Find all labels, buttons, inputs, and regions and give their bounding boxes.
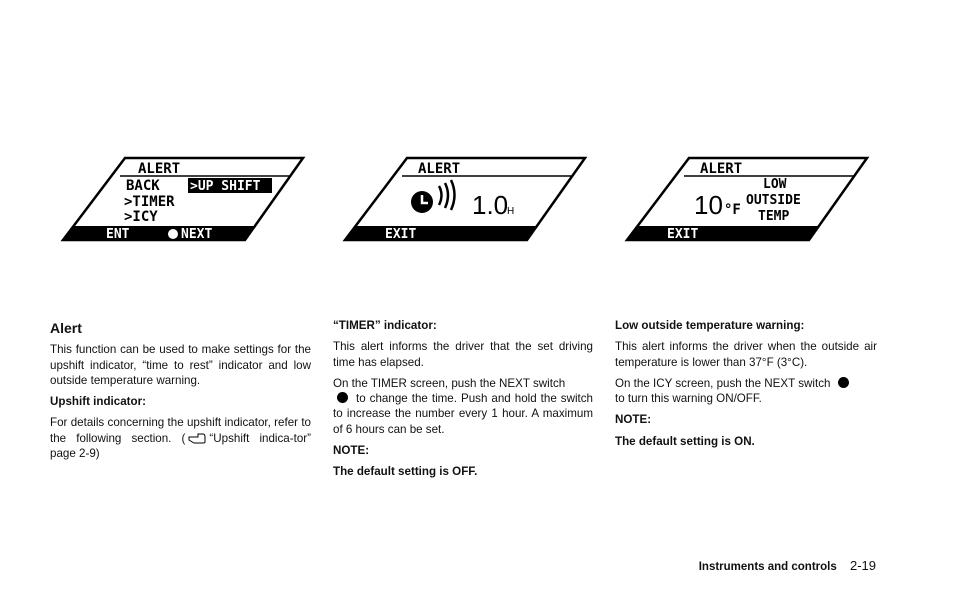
note-label: NOTE: — [615, 413, 652, 427]
footer-section-title: Instruments and controls — [698, 561, 837, 573]
subheading: Upshift indicator: — [50, 395, 146, 409]
next-switch-icon — [838, 377, 849, 388]
next-dot-icon — [168, 229, 178, 239]
menu-item-back: BACK — [126, 178, 160, 194]
lcd-timer — [342, 150, 622, 250]
lcd-title: ALERT — [700, 161, 743, 177]
column-timer — [333, 318, 593, 486]
lcd-footer-next: NEXT — [181, 227, 213, 242]
lcd-footer-exit: EXIT — [385, 227, 417, 242]
menu-item-upshift: >UP SHIFT — [190, 179, 261, 194]
pointing-hand-icon — [188, 432, 206, 444]
icy-line2: OUTSIDE — [746, 193, 801, 208]
next-switch-icon — [337, 392, 348, 403]
lcd-footer-exit: EXIT — [667, 227, 699, 242]
column-alert — [50, 321, 311, 467]
column-low-temp — [615, 318, 877, 455]
default-setting: The default setting is ON. — [615, 434, 755, 448]
paragraph-2: On the ICY screen, push the NEXT switch to turn this warning ON/OFF. — [615, 376, 877, 407]
section-heading: Alert — [50, 320, 82, 336]
lcd-alert-menu — [60, 150, 340, 250]
page-footer — [699, 558, 876, 573]
clock-icon — [411, 180, 455, 213]
menu-item-timer: >TIMER — [124, 194, 175, 210]
menu-item-icy: >ICY — [124, 209, 158, 225]
icy-temp: 10 — [694, 190, 723, 220]
intro-paragraph: This function can be used to make settings for the upshift indicator, “time to rest” indicator and low outside temperature warning. — [50, 343, 311, 387]
paragraph-2: On the TIMER screen, push the NEXT switch to change the time. Push and hold the switch to increase the number every 1 hour. A maximum of 6 hours can be set. — [333, 376, 593, 436]
page-number: 2-19 — [849, 558, 876, 573]
lcd-icy — [624, 150, 904, 250]
icy-unit: °F — [724, 202, 741, 218]
lcd-title: ALERT — [138, 161, 181, 177]
default-setting: The default setting is OFF. — [333, 465, 478, 479]
icy-line3: TEMP — [758, 209, 790, 224]
timer-unit: H — [507, 206, 515, 217]
subheading: “TIMER” indicator: — [333, 319, 437, 332]
lcd-footer-ent: ENT — [106, 227, 130, 242]
reference-paragraph: For details concerning the upshift indicator, refer to the following section. ( “Upshift indica-tor” page 2-9) — [50, 416, 311, 461]
subheading: Low outside temperature warning: — [615, 319, 805, 332]
lcd-title: ALERT — [418, 161, 461, 177]
paragraph-1: This alert informs the driver when the outside air temperature is lower than 37°F (3°C). — [615, 340, 877, 369]
icy-line1: LOW — [763, 177, 787, 192]
note-label: NOTE: — [333, 444, 370, 458]
paragraph-1: This alert informs the driver that the set driving time has elapsed. — [333, 340, 593, 369]
timer-value: 1.0 — [472, 190, 509, 220]
